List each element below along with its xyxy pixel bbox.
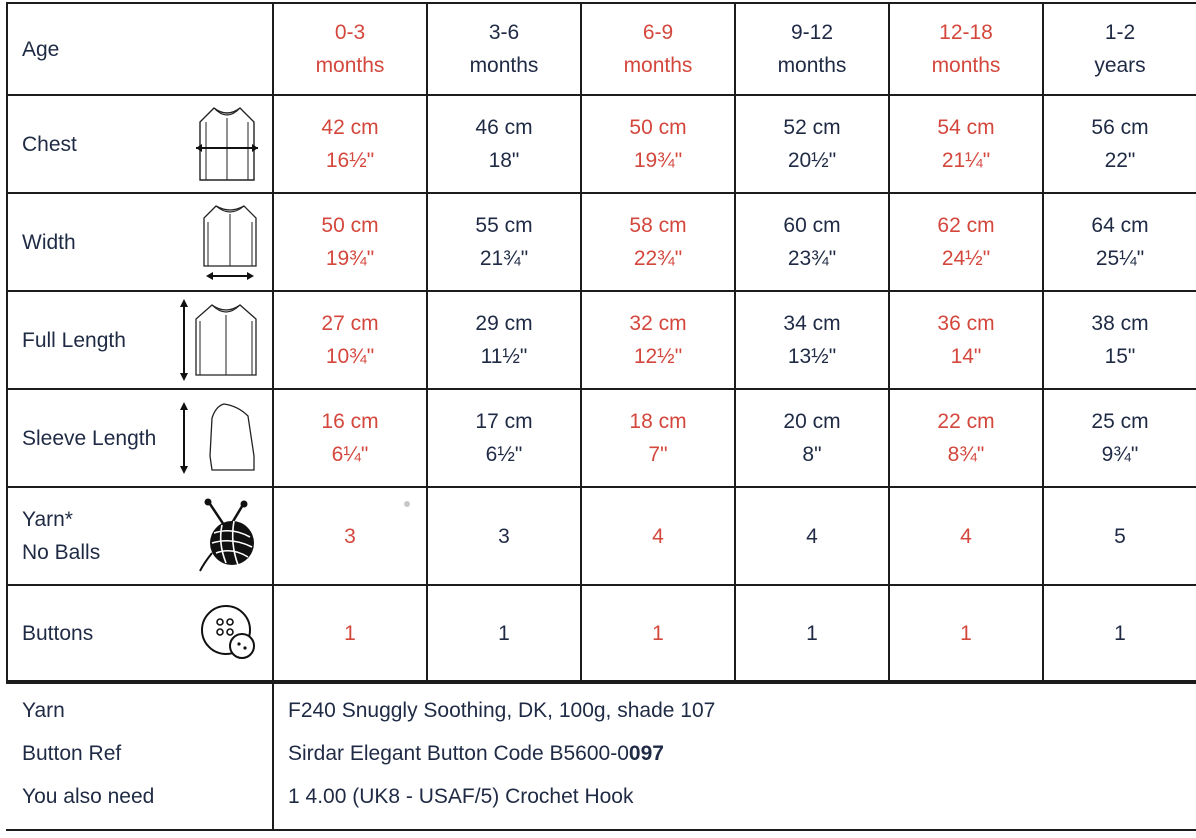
button-icon: [198, 602, 260, 664]
yarn-balls-row: [7, 487, 1196, 585]
yarn-balls-col-2: 4: [581, 487, 735, 585]
button-ref-value: Sirdar Elegant Button Code B5600-0097: [288, 742, 664, 765]
age-col-5: 1-2 years: [1043, 3, 1196, 95]
buttons-col-1: 1: [427, 585, 581, 681]
scan-speck: [404, 501, 410, 507]
row-label-full-length: Full Length: [7, 291, 273, 389]
row-label-age: Age: [7, 3, 273, 95]
row-label-buttons: Buttons: [7, 585, 273, 681]
size-chart: [6, 2, 1194, 822]
full-length-col-3: 34 cm 13½": [735, 291, 889, 389]
chest-row: [7, 95, 1196, 193]
sleeve-length-col-1: 17 cm 6½": [427, 389, 581, 487]
size-table: [6, 2, 1196, 682]
chest-col-5: 56 cm 22": [1043, 95, 1196, 193]
width-col-2: 58 cm 22¾": [581, 193, 735, 291]
sleeve-length-col-5: 25 cm 9¾": [1043, 389, 1196, 487]
age-col-2: 6-9 months: [581, 3, 735, 95]
age-col-3: 9-12 months: [735, 3, 889, 95]
chest-col-0: 42 cm 16½": [273, 95, 427, 193]
sleeve-length-col-2: 18 cm 7": [581, 389, 735, 487]
yarn-label: Yarn: [22, 699, 65, 722]
age-col-4: 12-18 months: [889, 3, 1043, 95]
materials-section: [6, 682, 1196, 831]
width-col-1: 55 cm 21¾": [427, 193, 581, 291]
sleeve-length-col-0: 16 cm 6¼": [273, 389, 427, 487]
age-col-0: 0-3 months: [273, 3, 427, 95]
buttons-col-4: 1: [889, 585, 1043, 681]
chest-col-2: 50 cm 19¾": [581, 95, 735, 193]
buttons-col-5: 1: [1043, 585, 1196, 681]
buttons-col-0: 1: [273, 585, 427, 681]
width-diagram-icon: [200, 200, 260, 284]
full-length-col-0: 27 cm 10¾": [273, 291, 427, 389]
materials-labels: [22, 696, 154, 825]
chest-diagram-icon: [194, 104, 260, 184]
age-col-1: 3-6 months: [427, 3, 581, 95]
row-label-width: Width: [7, 193, 273, 291]
width-col-4: 62 cm 24½": [889, 193, 1043, 291]
materials-values: [288, 696, 715, 825]
row-label-sleeve-length: Sleeve Length: [7, 389, 273, 487]
yarn-value: F240 Snuggly Soothing, DK, 100g, shade 107: [288, 699, 716, 722]
yarn-balls-col-1: 3: [427, 487, 581, 585]
full-length-col-4: 36 cm 14": [889, 291, 1043, 389]
sleeve-length-row: [7, 389, 1196, 487]
yarn-balls-col-4: 4: [889, 487, 1043, 585]
also-need-value: 1 4.00 (UK8 - USAF/5) Crochet Hook: [288, 785, 634, 808]
width-col-0: 50 cm 19¾": [273, 193, 427, 291]
chest-col-4: 54 cm 21¼": [889, 95, 1043, 193]
full-length-col-5: 38 cm 15": [1043, 291, 1196, 389]
age-row: [7, 3, 1196, 95]
full-length-row: [7, 291, 1196, 389]
buttons-col-3: 1: [735, 585, 889, 681]
full-length-col-1: 29 cm 11½": [427, 291, 581, 389]
width-col-3: 60 cm 23¾": [735, 193, 889, 291]
buttons-col-2: 1: [581, 585, 735, 681]
width-row: [7, 193, 1196, 291]
sleeve-length-diagram-icon: [176, 400, 260, 476]
row-label-chest: Chest: [7, 95, 273, 193]
width-col-5: 64 cm 25¼": [1043, 193, 1196, 291]
footer-divider: [272, 684, 274, 829]
button-ref-label: Button Ref: [22, 742, 122, 765]
yarn-ball-icon: [198, 497, 260, 575]
full-length-col-2: 32 cm 12½": [581, 291, 735, 389]
sleeve-length-col-3: 20 cm 8": [735, 389, 889, 487]
full-length-diagram-icon: [174, 297, 260, 383]
row-label-yarn-balls: Yarn* No Balls: [7, 487, 273, 585]
chest-col-3: 52 cm 20½": [735, 95, 889, 193]
yarn-balls-col-0: 3: [273, 487, 427, 585]
yarn-balls-col-3: 4: [735, 487, 889, 585]
also-need-label: You also need: [22, 785, 155, 808]
sleeve-length-col-4: 22 cm 8¾": [889, 389, 1043, 487]
buttons-row: [7, 585, 1196, 681]
yarn-balls-col-5: 5: [1043, 487, 1196, 585]
chest-col-1: 46 cm 18": [427, 95, 581, 193]
